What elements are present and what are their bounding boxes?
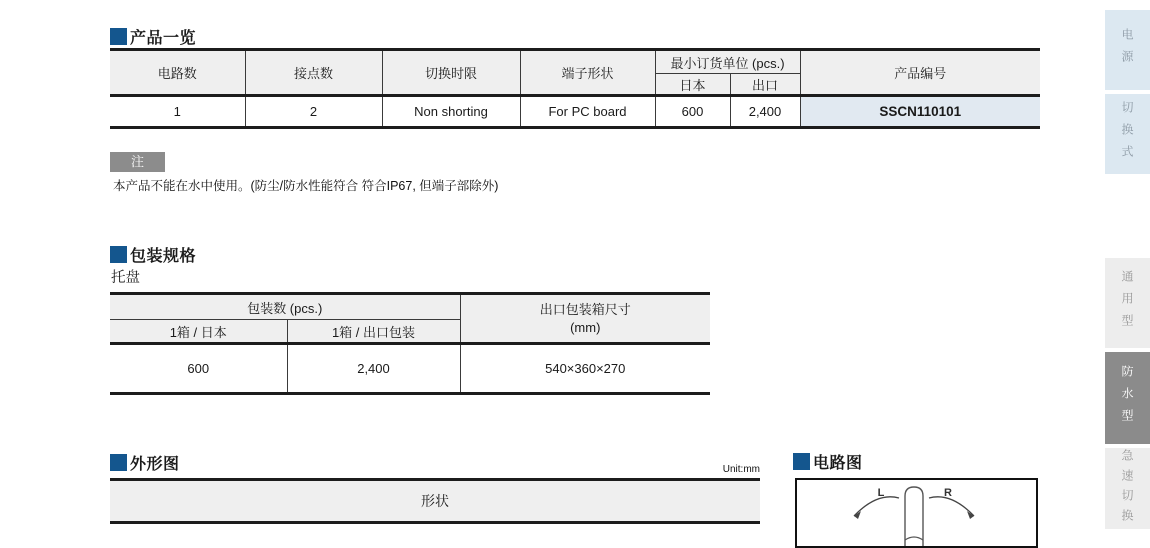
cell-terminal: For PC board (520, 96, 655, 128)
col-header-min-order: 最小订货单位 (pcs.) (655, 50, 800, 74)
shape-header: 形状 (110, 481, 760, 521)
col-header-circuits: 电路数 (110, 50, 245, 96)
section-title-circuit (793, 450, 863, 473)
section-title-text: 产品一览 (130, 30, 197, 47)
table-row (110, 96, 1040, 128)
note-badge: 注 (110, 152, 165, 172)
sidebar-tab-quick-switching[interactable]: 急速切换 (1105, 448, 1150, 529)
sidebar-tab-power[interactable]: 电源 (1105, 10, 1150, 90)
col-header-export: 出口 (730, 74, 800, 96)
sidebar-tab-switching-type[interactable]: 切换式 (1105, 94, 1150, 174)
section-title-product-overview (110, 25, 196, 48)
cell-circuits: 1 (110, 96, 245, 128)
col-header-part-number: 产品编号 (800, 50, 1040, 96)
note-text: 本产品不能在水中使用。(防尘/防水性能符合 符合IP67, 但端子部除外) (113, 179, 499, 193)
col-header-switching: 切换时限 (382, 50, 520, 96)
cell-japan-package-qty: 600 (110, 344, 287, 394)
outline-table (110, 478, 760, 524)
section-title-text: 包装规格 (130, 248, 197, 265)
product-overview-table (110, 48, 1040, 129)
col-header-export-box-size (460, 294, 710, 344)
cell-export-package-qty: 2,400 (287, 344, 460, 394)
cell-part-number: SSCN110101 (800, 96, 1040, 128)
col-header-terminal: 端子形状 (520, 50, 655, 96)
packaging-table (110, 292, 710, 395)
col-header-per-box-japan: 1箱 / 日本 (110, 320, 287, 344)
export-box-size-line1: 出口包装箱尺寸 (539, 301, 631, 317)
toggle-lever-diagram (797, 480, 1036, 546)
col-header-japan: 日本 (655, 74, 730, 96)
section-title-text: 外形图 (130, 456, 180, 473)
circuit-diagram-box (795, 478, 1038, 548)
blue-square-icon (110, 28, 127, 45)
lever-left-label: L (877, 487, 885, 499)
cell-japan-qty: 600 (655, 96, 730, 128)
sidebar-tab-general-type[interactable]: 通用型 (1105, 258, 1150, 348)
export-box-size-line2: (mm) (570, 319, 601, 335)
tray-subtitle: 托盘 (111, 270, 140, 286)
lever-right-label: R (944, 487, 952, 499)
blue-square-icon (110, 246, 127, 263)
table-row (110, 344, 710, 394)
cell-switching: Non shorting (382, 96, 520, 128)
unit-label: Unit:mm (722, 464, 760, 475)
cell-export-box-size: 540×360×270 (460, 344, 710, 394)
section-title-text: 电路图 (813, 455, 863, 472)
cell-export-qty: 2,400 (730, 96, 800, 128)
col-header-package-qty: 包装数 (pcs.) (110, 294, 460, 320)
section-title-packaging (110, 243, 196, 266)
sidebar-tab-waterproof-type[interactable]: 防水型 (1105, 352, 1150, 444)
cell-contacts: 2 (245, 96, 382, 128)
col-header-per-box-export: 1箱 / 出口包装 (287, 320, 460, 344)
col-header-contacts: 接点数 (245, 50, 382, 96)
blue-square-icon (793, 453, 810, 470)
